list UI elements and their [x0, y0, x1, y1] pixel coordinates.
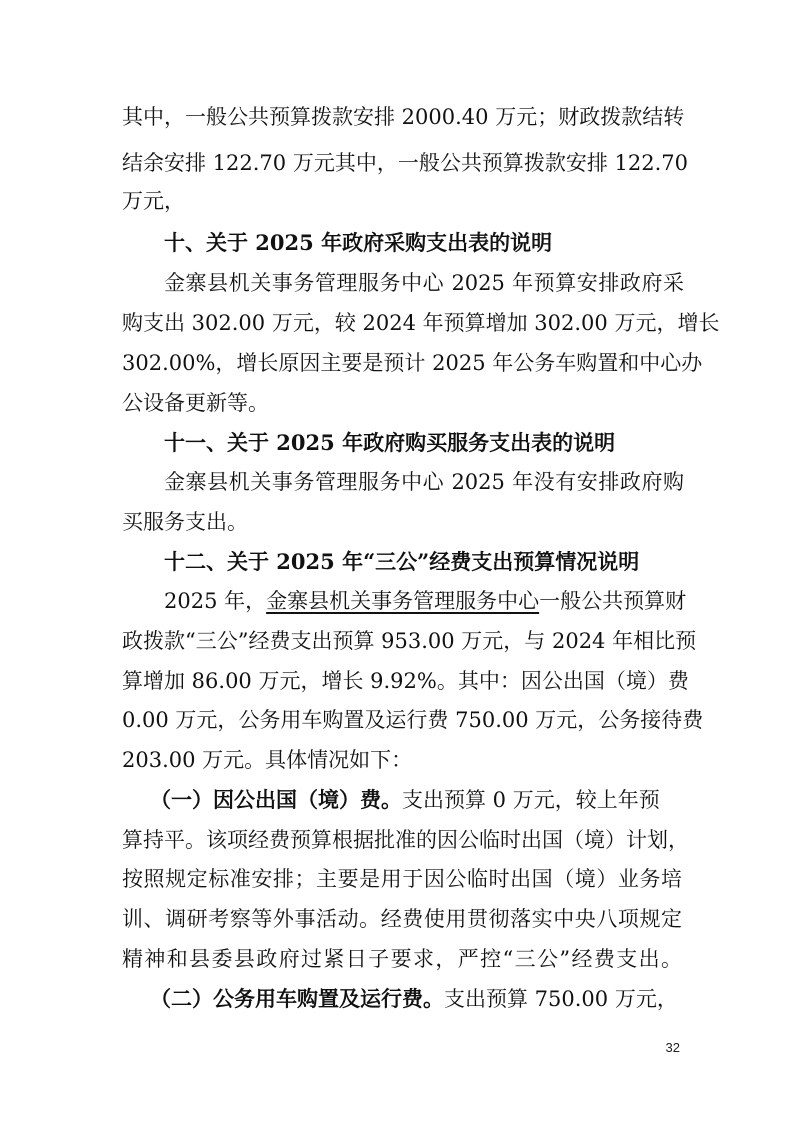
body-line: 精神和县委县政府过紧日子要求，严控“三公”经费支出。: [122, 947, 682, 971]
body-line: 其中，一般公共预算拨款安排 2000.40 万元；财政拨款结转: [122, 105, 685, 129]
body-line: 结余安排 122.70 万元其中，一般公共预算拨款安排 122.70: [122, 151, 688, 175]
body-line: 算增加 86.00 万元，增长 9.92%。其中：因公出国（境）费: [122, 669, 689, 693]
body-text: 支出预算 750.00 万元，: [444, 987, 678, 1011]
subsection-heading-1: （一）因公出国（境）费。: [150, 787, 402, 812]
body-line: 按照规定标准安排；主要是用于因公临时出国（境）业务培: [122, 867, 682, 891]
body-line: 训、调研考察等外事活动。经费使用贯彻落实中央八项规定: [122, 907, 682, 931]
page-number: 32: [665, 1040, 680, 1055]
subsection-heading-2: （二）公务用车购置及运行费。: [150, 986, 444, 1011]
body-text: 2025 年，: [164, 589, 267, 613]
body-line: 金寨县机关事务管理服务中心 2025 年没有安排政府购: [164, 470, 684, 494]
section-heading-10: 十、关于 2025 年政府采购支出表的说明: [164, 230, 553, 255]
body-line: 购支出 302.00 万元，较 2024 年预算增加 302.00 万元，增长: [122, 311, 720, 335]
section-heading-11: 十一、关于 2025 年政府购买服务支出表的说明: [164, 430, 616, 455]
body-line: 买服务支出。: [122, 510, 248, 534]
body-line: 302.00%，增长原因主要是预计 2025 年公务车购置和中心办: [122, 351, 703, 375]
underlined-org-name: 金寨县机关事务管理服务中心: [266, 589, 540, 613]
body-line: 0.00 万元，公务用车购置及运行费 750.00 万元，公务接待费: [122, 708, 704, 732]
section-heading-12: 十二、关于 2025 年“三公”经费支出预算情况说明: [164, 549, 640, 574]
body-line: [164, 586, 687, 616]
body-line: 公设备更新等。: [122, 391, 269, 415]
body-line: 金寨县机关事务管理服务中心 2025 年预算安排政府采: [164, 271, 684, 295]
body-text: 支出预算 0 万元，较上年预: [402, 788, 660, 812]
body-line: 算持平。该项经费预算根据批准的因公临时出国（境）计划，: [122, 828, 689, 852]
body-line: 政拨款“三公”经费支出预算 953.00 万元，与 2024 年相比预: [122, 629, 697, 653]
body-text: 一般公共预算财: [539, 589, 687, 613]
body-line: 万元，: [122, 189, 185, 213]
body-line: 203.00 万元。具体情况如下：: [122, 748, 413, 772]
body-line: [150, 984, 684, 1014]
body-line: [150, 785, 684, 815]
